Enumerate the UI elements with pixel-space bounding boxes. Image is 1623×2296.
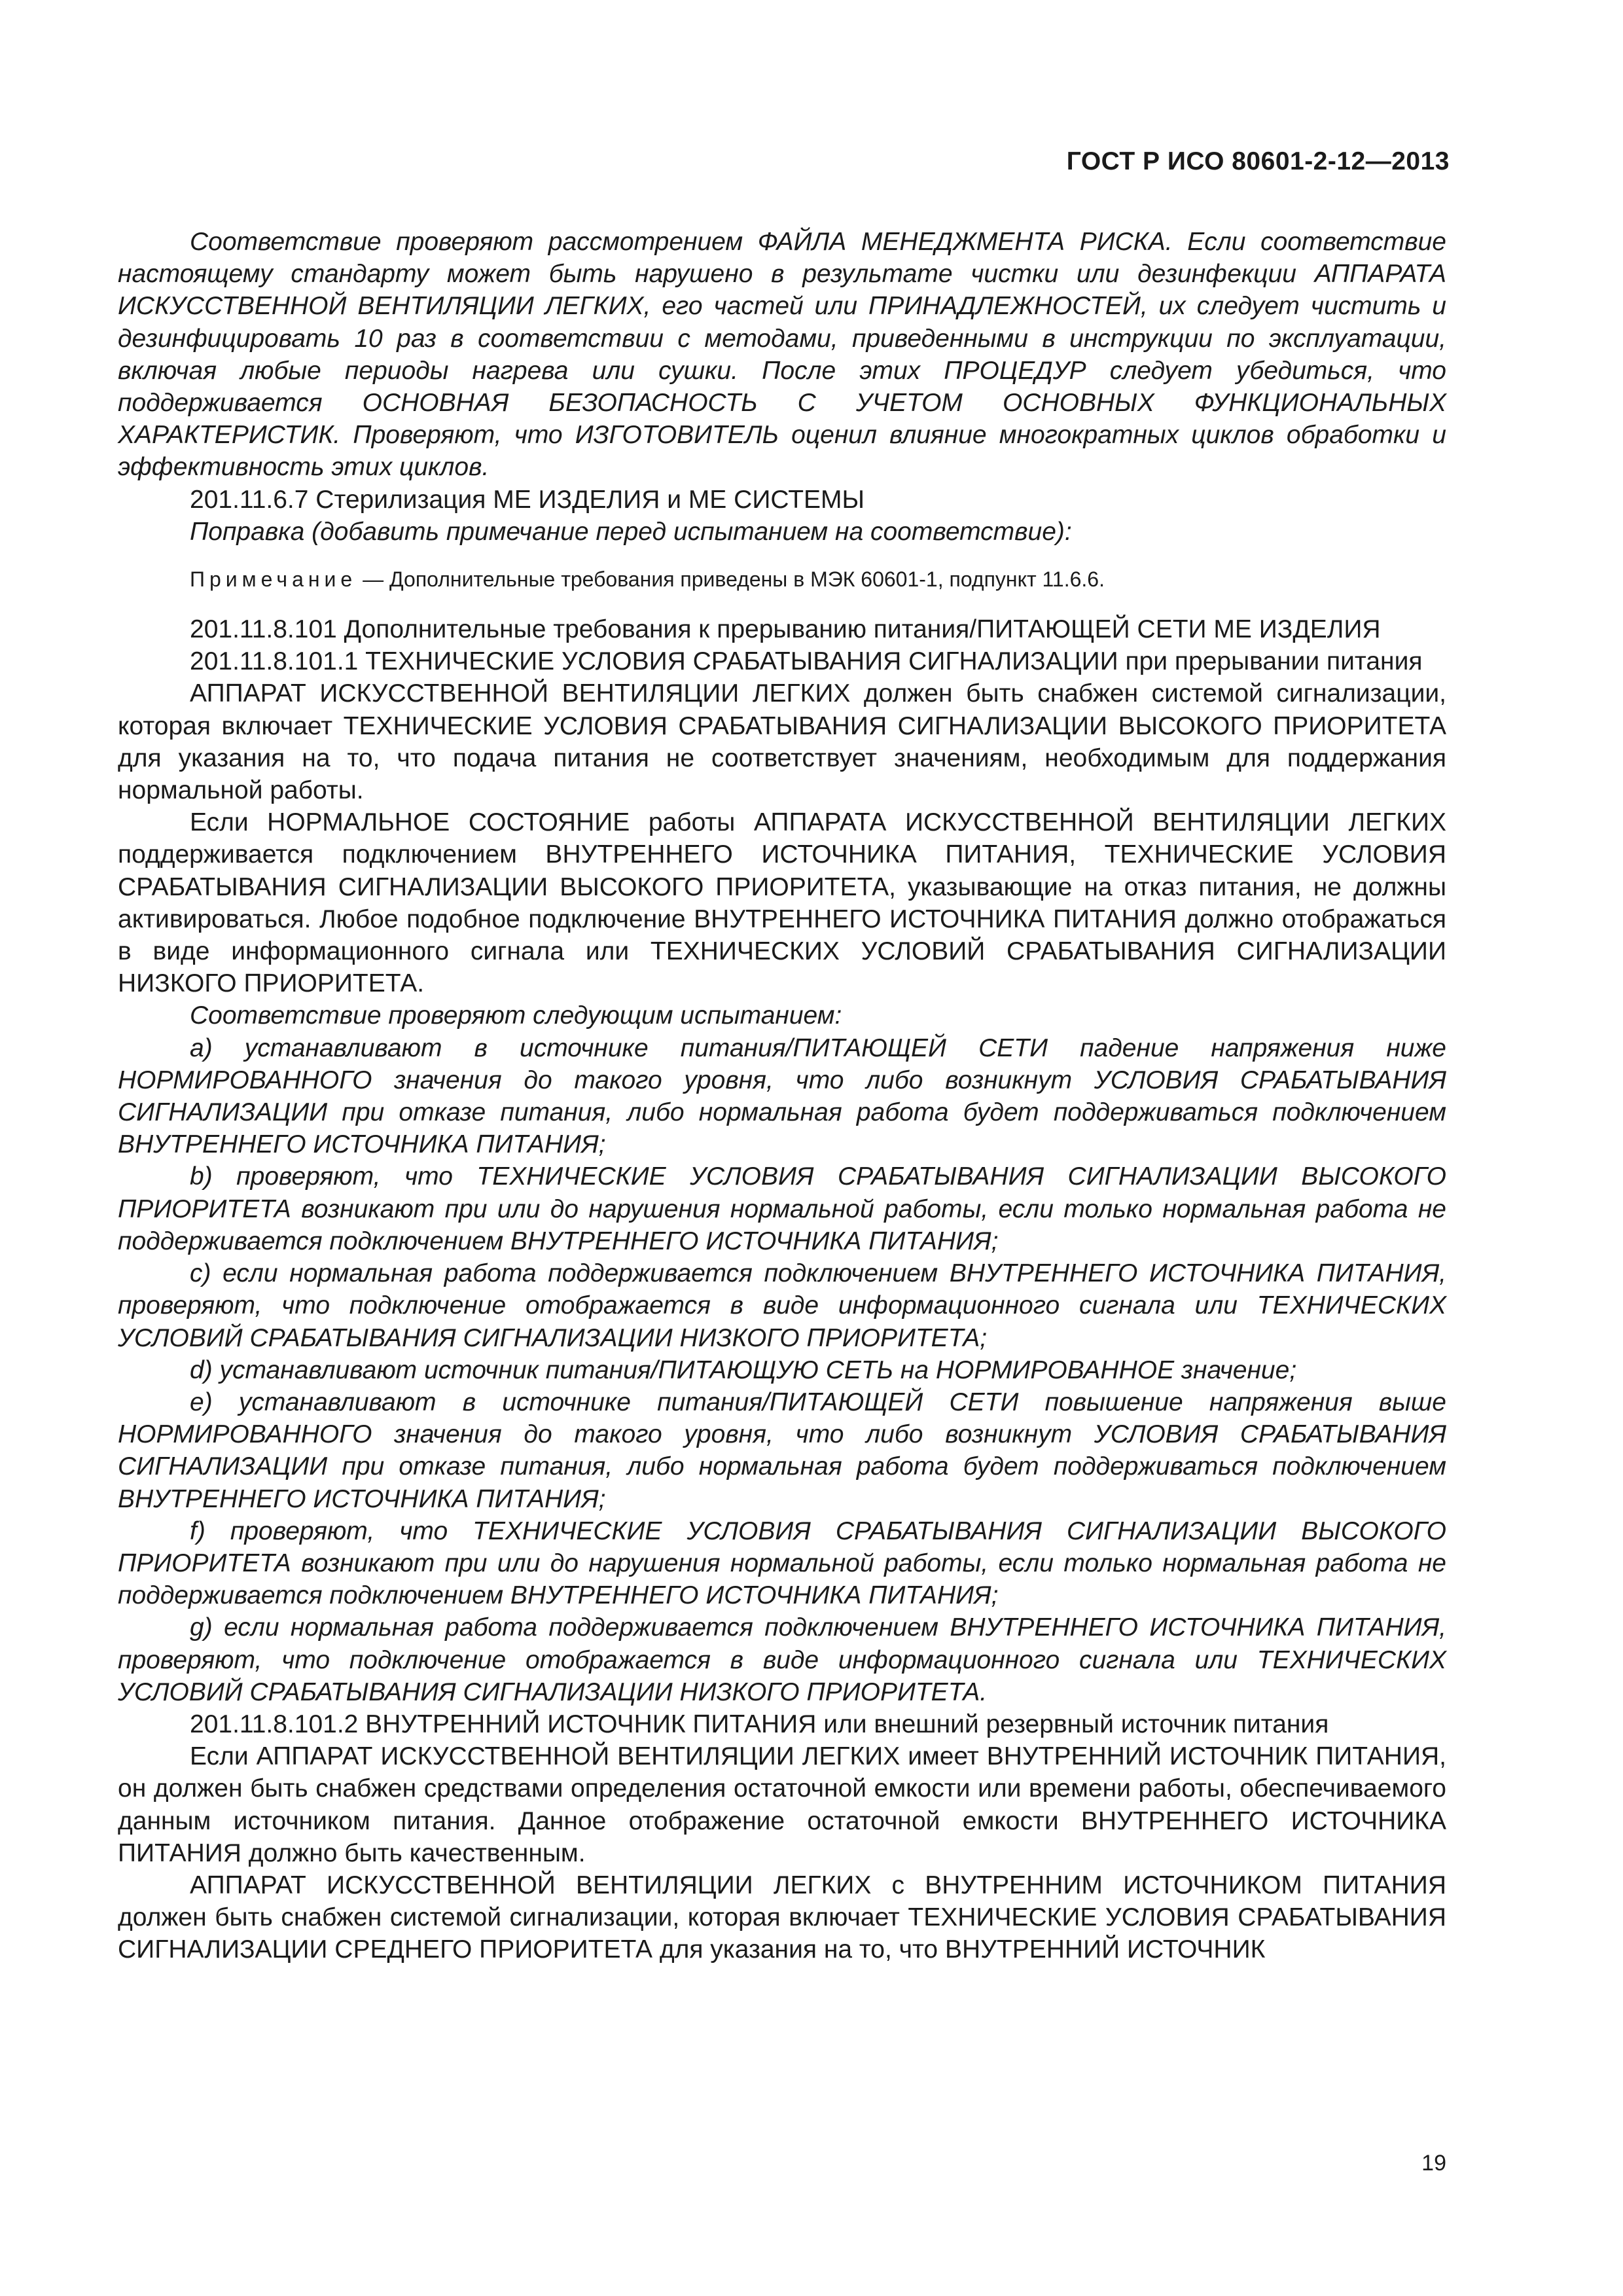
paragraph-internal-power: Если АППАРАТ ИСКУССТВЕННОЙ ВЕНТИЛЯЦИИ ЛЕГКИХ имеет ВНУТРЕННИЙ ИСТОЧНИК ПИТАНИЯ, он должен быть снабжен средствами определения остаточной емкости или времени работы, обеспечиваемого данным источником питания. Данное отображение остаточной емкости ВНУТРЕННЕГО ИСТОЧНИКА ПИТАНИЯ должно быть качественным. [118,1742,1446,1867]
section-heading-201-11-8-101: 201.11.8.101 Дополнительные требования к прерыванию питания/ПИТАЮЩЕЙ СЕТИ МЕ ИЗДЕЛИЯ [190,615,1381,644]
document-body [118,226,1446,1966]
page-number: 19 [1421,2151,1446,2176]
test-step-g: g) если нормальная работа поддерживается подключением ВНУТРЕННЕГО ИСТОЧНИКА ПИТАНИЯ, проверяют, что подключение отображается в виде информационного сигнала или ТЕХНИЧЕСКИХ УСЛОВИЙ СРАБАТЫВАНИЯ СИГНАЛИЗАЦИИ НИЗКОГО ПРИОРИТЕТА. [118,1613,1446,1706]
document-header [1067,147,1450,176]
test-step-d: d) устанавливают источник питания/ПИТАЮЩУЮ СЕТЬ на НОРМИРОВАННОЕ значение; [190,1355,1297,1384]
paragraph-normal-condition: Если НОРМАЛЬНОЕ СОСТОЯНИЕ работы АППАРАТА ИСКУССТВЕННОЙ ВЕНТИЛЯЦИИ ЛЕГКИХ поддерживается подключением ВНУТРЕННЕГО ИСТОЧНИКА ПИТАНИЯ, ТЕХНИЧЕСКИЕ УСЛОВИЯ СРАБАТЫВАНИЯ СИГНАЛИЗАЦИИ ВЫСОКОГО ПРИОРИТЕТА, указывающие на отказ питания, не должны активироваться. Любое подобное подключение ВНУТРЕННЕГО ИСТОЧНИКА ПИТАНИЯ должно отображаться в виде информационного сигнала или ТЕХНИЧЕСКИХ УСЛОВИЙ СРАБАТЫВАНИЯ СИГНАЛИЗАЦИИ НИЗКОГО ПРИОРИТЕТА. [118,808,1446,998]
section-heading-201-11-8-101-2: 201.11.8.101.2 ВНУТРЕННИЙ ИСТОЧНИК ПИТАНИЯ или внешний резервный источник питания [190,1710,1329,1738]
test-step-a: а) устанавливают в источнике питания/ПИТАЮЩЕЙ СЕТИ падение напряжения ниже НОРМИРОВАННОГО значения до такого уровня, что либо возникнут УСЛОВИЯ СРАБАТЫВАНИЯ СИГНАЛИЗАЦИИ при отказе питания, либо нормальная работа будет поддерживаться подключением ВНУТРЕННЕГО ИСТОЧНИКА ПИТАНИЯ; [118,1033,1446,1159]
section-heading-201-11-6-7: 201.11.6.7 Стерилизация МЕ ИЗДЕЛИЯ и МЕ СИСТЕМЫ [190,485,865,514]
note-label: Примечание [190,567,357,592]
test-step-b: b) проверяют, что ТЕХНИЧЕСКИЕ УСЛОВИЯ СРАБАТЫВАНИЯ СИГНАЛИЗАЦИИ ВЫСОКОГО ПРИОРИТЕТА возникают при или до нарушения нормальной работы, если только нормальная работа не поддерживается подключением ВНУТРЕННЕГО ИСТОЧНИКА ПИТАНИЯ; [118,1162,1446,1255]
test-step-c: с) если нормальная работа поддерживается подключением ВНУТРЕННЕГО ИСТОЧНИКА ПИТАНИЯ, проверяют, что подключение отображается в виде информационного сигнала или ТЕХНИЧЕСКИХ УСЛОВИЙ СРАБАТЫВАНИЯ СИГНАЛИЗАЦИИ НИЗКОГО ПРИОРИТЕТА; [118,1259,1446,1352]
paragraph-internal-power-alarm: АППАРАТ ИСКУССТВЕННОЙ ВЕНТИЛЯЦИИ ЛЕГКИХ с ВНУТРЕННИМ ИСТОЧНИКОМ ПИТАНИЯ должен быть снабжен системой сигнализации, которая включает ТЕХНИЧЕСКИЕ УСЛОВИЯ СРАБАТЫВАНИЯ СИГНАЛИЗАЦИИ СРЕДНЕГО ПРИОРИТЕТА для указания на то, что ВНУТРЕННИЙ ИСТОЧНИК [118,1871,1446,1964]
section-heading-201-11-8-101-1: 201.11.8.101.1 ТЕХНИЧЕСКИЕ УСЛОВИЯ СРАБАТЫВАНИЯ СИГНАЛИЗАЦИИ при прерывании питания [190,647,1423,676]
note-text: — Дополнительные требования приведены в МЭК 60601-1, подпункт 11.6.6. [357,567,1105,592]
note [118,565,1446,594]
amendment-line: Поправка (добавить примечание перед испытанием на соответствие): [190,517,1072,546]
paragraph-compliance-cleaning: Соответствие проверяют рассмотрением ФАЙЛА МЕНЕДЖМЕНТА РИСКА. Если соответствие настоящему стандарту может быть нарушено в результате чистки или дезинфекции АППАРАТА ИСКУССТВЕННОЙ ВЕНТИЛЯЦИИ ЛЕГКИХ, его частей или ПРИНАДЛЕЖНОСТЕЙ, их следует чистить и дезинфицировать 10 раз в соответствии с методами, приведенными в инструкции по эксплуатации, включая любые периоды нагрева или сушки. После этих ПРОЦЕДУР следует убедиться, что поддерживается ОСНОВНАЯ БЕЗОПАСНОСТЬ С УЧЕТОМ ОСНОВНЫХ ФУНКЦИОНАЛЬНЫХ ХАРАКТЕРИСТИК. Проверяют, что ИЗГОТОВИТЕЛЬ оценил влияние многократных циклов обработки и эффективность этих циклов. [118,228,1446,482]
paragraph-test-intro: Соответствие проверяют следующим испытанием: [190,1001,842,1030]
test-step-e: е) устанавливают в источнике питания/ПИТАЮЩЕЙ СЕТИ повышение напряжения выше НОРМИРОВАННОГО значения до такого уровня, что либо возникнут УСЛОВИЯ СРАБАТЫВАНИЯ СИГНАЛИЗАЦИИ при отказе питания, либо нормальная работа будет поддерживаться подключением ВНУТРЕННЕГО ИСТОЧНИКА ПИТАНИЯ; [118,1388,1446,1513]
paragraph-alarm-system: АППАРАТ ИСКУССТВЕННОЙ ВЕНТИЛЯЦИИ ЛЕГКИХ должен быть снабжен системой сигнализации, которая включает ТЕХНИЧЕСКИЕ УСЛОВИЯ СРАБАТЫВАНИЯ СИГНАЛИЗАЦИИ ВЫСОКОГО ПРИОРИТЕТА для указания на то, что подача питания не соответствует значениям, необходимым для поддержания нормальной работы. [118,679,1446,805]
standard-title: ГОСТ Р ИСО 80601-2-12—2013 [1066,147,1450,175]
test-step-f: f) проверяют, что ТЕХНИЧЕСКИЕ УСЛОВИЯ СРАБАТЫВАНИЯ СИГНАЛИЗАЦИИ ВЫСОКОГО ПРИОРИТЕТА возникают при или до нарушения нормальной работы, если только нормальная работа не поддерживается подключением ВНУТРЕННЕГО ИСТОЧНИКА ПИТАНИЯ; [118,1516,1446,1610]
